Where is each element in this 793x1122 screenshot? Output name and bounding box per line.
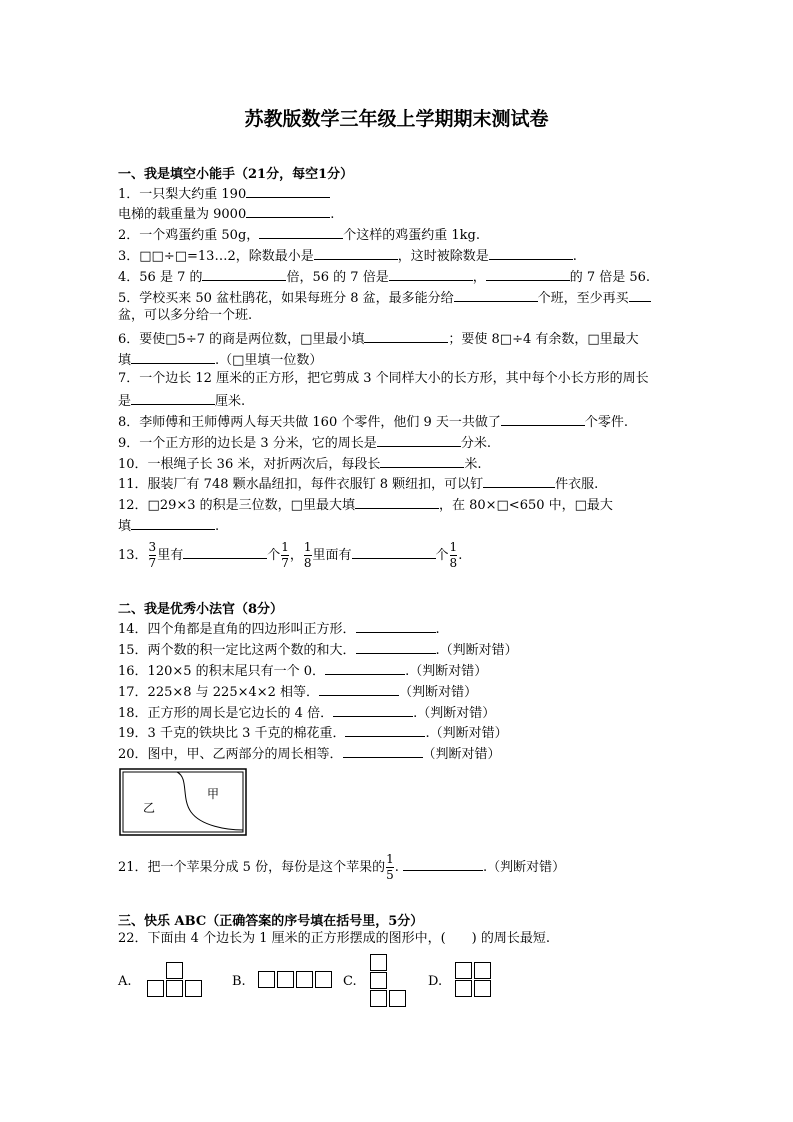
option-d-label[interactable]: D. [428,974,443,989]
answer-blank[interactable] [403,857,483,871]
q6-line1: 6．要使□5÷7 的商是两位数，□里最小填 ；要使 8□÷4 有余数，□里最大 [118,329,639,348]
answer-blank[interactable] [389,267,473,281]
q18: 18．正方形的周长是它边长的 4 倍． .（判断对错） [118,703,495,722]
square [389,990,406,1007]
q5-line2: 盆，可以多分给一个班. [118,308,253,323]
figure-curve [177,772,243,830]
q14: 14．四个角都是直角的四边形叫正方形． . [118,619,440,638]
q12-line2: 填 . [118,516,219,535]
q9: 9．一个正方形的边长是 3 分米，它的周长是 分米. [118,433,491,452]
answer-blank[interactable] [629,288,651,302]
answer-blank[interactable] [325,661,405,675]
square [166,980,183,997]
fraction-1-8: $\frac{1}{8}$ [303,540,312,570]
q2: 2．一个鸡蛋约重 50g， 个这样的鸡蛋约重 1kg. [118,225,480,244]
answer-blank[interactable] [131,350,215,364]
label-yi: 乙 [143,801,156,815]
q7-line1: 7．一个边长 12 厘米的正方形，把它剪成 3 个同样大小的长方形，其中每个小长方形的周长 [118,371,649,386]
answer-blank[interactable] [131,391,215,405]
q1-line1: 1．一只梨大约重 190 [118,184,330,203]
square [474,962,491,979]
answer-blank[interactable] [202,267,286,281]
section-3-heading: 三、快乐 ABC（正确答案的序号填在括号里，5分） [118,914,424,929]
q13: 13． $\frac{3}{7}$ 里有 个 $\frac{1}{7}$ ， $\frac{1}{8}$ 里面有 个 $\frac{1}{8}$ . [118,540,463,570]
answer-blank[interactable] [343,744,423,758]
q20: 20．图中，甲、乙两部分的周长相等． （判断对错） [118,744,501,763]
section-2-heading: 二、我是优秀小法官（8分） [118,602,284,617]
answer-blank[interactable] [356,640,436,654]
answer-blank[interactable] [356,619,436,633]
square [185,980,202,997]
q3: 3．□□÷□=13…2，除数最小是 ，这时被除数是 . [118,246,577,265]
q19: 19．3 千克的铁块比 3 千克的棉花重． .（判断对错） [118,723,508,742]
answer-blank[interactable] [501,412,585,426]
q7-line2: 是 厘米. [118,391,245,410]
square [370,972,387,989]
answer-blank[interactable] [489,246,573,260]
page-title: 苏教版数学三年级上学期期末测试卷 [244,108,549,130]
square [370,954,387,971]
answer-blank[interactable] [355,495,439,509]
q10: 10．一根绳子长 36 米，对折两次后，每段长 米. [118,454,482,473]
answer-blank[interactable] [183,545,267,559]
square [455,980,472,997]
q8: 8．李师傅和王师傅两人每天共做 160 个零件，他们 9 天一共做了 个零件. [118,412,628,431]
fraction-1-7: $\frac{1}{7}$ [281,540,289,570]
q15: 15．两个数的积一定比这两个数的和大． .（判断对错） [118,640,518,659]
q1-line2: 电梯的载重量为 9000 . [118,204,334,223]
option-a-label[interactable]: A. [118,974,132,989]
jia-yi-figure [119,768,247,836]
square [296,971,313,988]
answer-blank[interactable] [246,184,330,198]
answer-blank[interactable] [319,682,399,696]
answer-blank[interactable] [333,703,413,717]
square [315,971,332,988]
q22: 22．下面由 4 个边长为 1 厘米的正方形摆成的图形中，( ) 的周长最短. [118,931,551,946]
fraction-1-8: $\frac{1}{8}$ [449,540,458,570]
option-b-label[interactable]: B. [232,974,246,989]
answer-blank[interactable] [131,516,215,530]
answer-blank[interactable] [454,288,538,302]
answer-blank[interactable] [483,474,555,488]
q5-line1: 5．学校买来 50 盆杜鹃花，如果每班分 8 盆，最多能分给 个班，至少再买 [118,288,651,307]
square [258,971,275,988]
square [370,990,387,1007]
answer-blank[interactable] [486,267,570,281]
section-1-heading: 一、我是填空小能手（21分，每空1分） [118,167,354,182]
q16: 16．120×5 的积末尾只有一个 0． .（判断对错） [118,661,487,680]
option-c-label[interactable]: C. [343,974,357,989]
q12-line1: 12．□29×3 的积是三位数，□里最大填 ，在 80×□<650 中，□最大 [118,495,613,514]
square [277,971,294,988]
fraction-3-7: $\frac{3}{7}$ [148,540,157,570]
q17: 17．225×8 与 225×4×2 相等． （判断对错） [118,682,477,701]
q11: 11．服装厂有 748 颗水晶纽扣，每件衣服钉 8 颗纽扣，可以钉 件衣服. [118,474,598,493]
answer-blank[interactable] [380,454,464,468]
q4: 4．56 是 7 的 倍，56 的 7 倍是 ， 的 7 倍是 56. [118,267,650,286]
square [166,962,183,979]
square [455,962,472,979]
answer-blank[interactable] [345,723,425,737]
answer-blank[interactable] [246,204,330,218]
q6-line2: 填 .（□里填一位数） [118,350,322,369]
q21: 21．把一个苹果分成 5 份，每份是这个苹果的 $\frac{1}{5}$ . .（判断对错） [118,852,566,882]
fraction-1-5: $\frac{1}{5}$ [386,852,394,882]
label-jia: 甲 [207,787,220,801]
answer-blank[interactable] [352,545,436,559]
answer-blank[interactable] [314,246,398,260]
answer-blank[interactable] [364,329,448,343]
answer-blank[interactable] [377,433,461,447]
square [147,980,164,997]
answer-blank[interactable] [259,225,343,239]
square [474,980,491,997]
